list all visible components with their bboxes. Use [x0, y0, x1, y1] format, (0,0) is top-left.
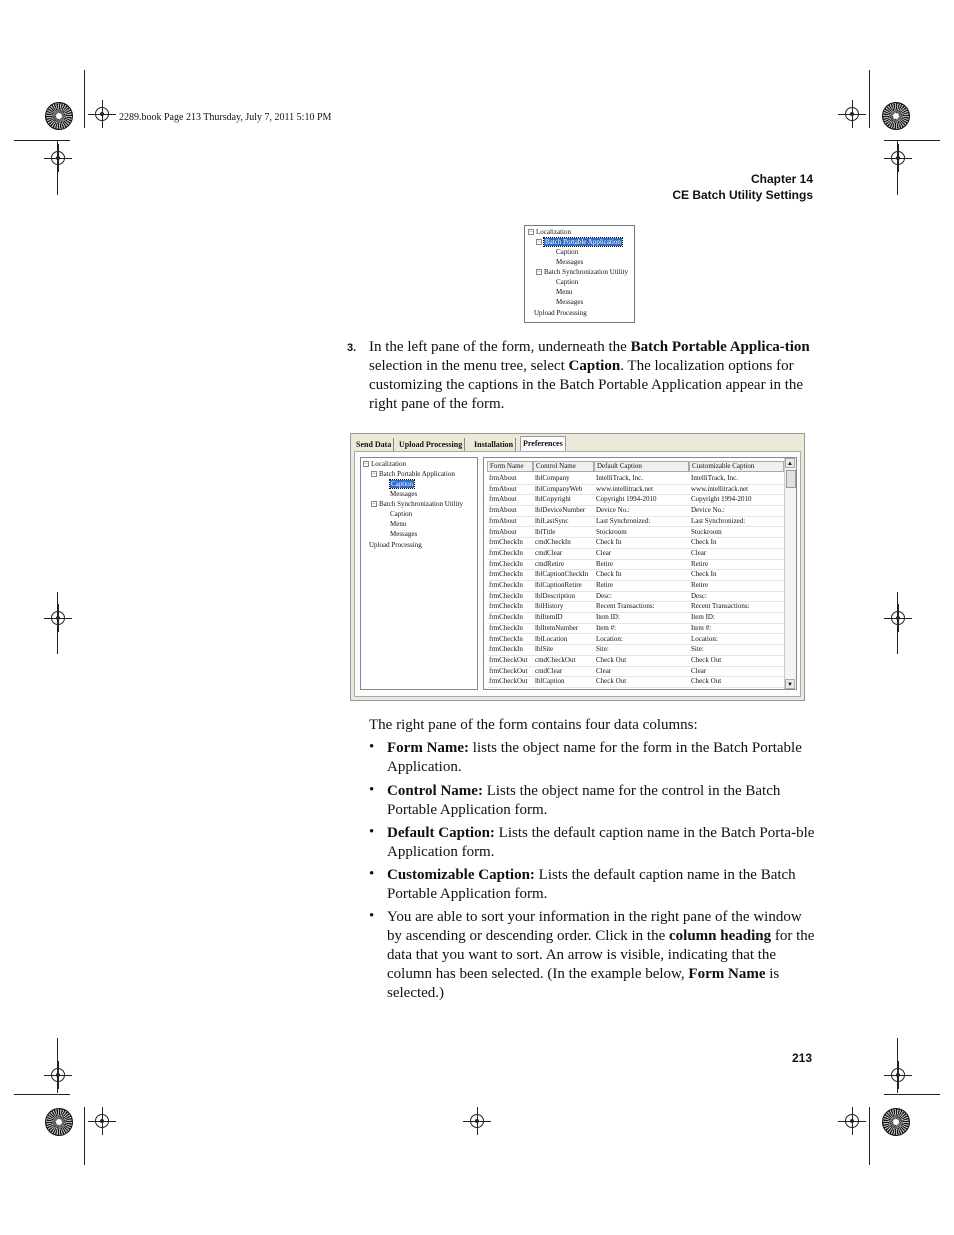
table-cell: Device No.: [596, 506, 630, 515]
table-cell: Check In [596, 538, 622, 547]
table-cell: lblLocation [535, 634, 568, 643]
collapse-icon[interactable]: − [372, 501, 376, 507]
tree-node-localization[interactable]: Localization [371, 460, 406, 468]
table-cell[interactable]: Retire [691, 559, 709, 568]
table-cell[interactable]: Site: [691, 645, 704, 654]
table-cell[interactable]: Check In [691, 538, 717, 547]
crop-mark [884, 140, 940, 141]
tree-node-upload-processing[interactable]: Upload Processing [369, 541, 422, 549]
collapse-icon[interactable]: − [529, 229, 533, 235]
registration-target [95, 107, 109, 121]
table-cell[interactable]: Retire [691, 581, 709, 589]
table-cell: Check Out [596, 677, 627, 686]
table-cell: frmCheckIn [489, 570, 523, 579]
table-cell: lblCaptionRetire [535, 581, 582, 589]
table-cell[interactable]: Item ID: [691, 613, 715, 622]
print-slug: 2289.book Page 213 Thursday, July 7, 2011 5:10 PM [119, 112, 332, 123]
table-cell: lblItemID [535, 613, 563, 622]
registration-rosette [882, 1108, 910, 1136]
page-number: 213 [792, 1051, 813, 1065]
collapse-icon[interactable]: − [537, 269, 541, 275]
vertical-scrollbar[interactable] [784, 458, 796, 689]
tree-node-menu[interactable]: Menu [390, 520, 407, 528]
table-cell: cmdCheckIn [535, 538, 571, 547]
table-cell: lblCompany [535, 474, 570, 482]
menu-tree-pane [360, 457, 478, 690]
table-cell[interactable]: Copyright 1994-2010 [691, 495, 752, 504]
crop-mark [84, 1107, 85, 1165]
bullet-marker: • [369, 782, 375, 798]
bullet-marker: • [369, 739, 375, 755]
tree-node-batch-portable-application[interactable]: Batch Portable Application [545, 238, 621, 246]
registration-rosette [882, 102, 910, 130]
table-cell: frmAbout [489, 484, 517, 493]
tree-node-messages[interactable]: Messages [556, 258, 584, 266]
table-cell: lblCaptionCheckIn [535, 570, 589, 579]
crop-mark [14, 1094, 70, 1095]
tree-node-upload-processing[interactable]: Upload Processing [534, 309, 587, 317]
table-cell: www.intellitrack.net [596, 484, 654, 493]
registration-target [891, 611, 905, 625]
table-cell: lblDeviceNumber [535, 506, 586, 515]
tree-node-messages[interactable]: Messages [556, 298, 584, 306]
tree-node-batch-synchronization-utility[interactable]: Batch Synchronization Utility [379, 500, 463, 508]
table-cell: lblItemNumber [535, 623, 579, 632]
crop-mark [869, 70, 870, 128]
table-cell: frmAbout [489, 474, 517, 482]
table-cell: frmAbout [489, 506, 517, 515]
tree-node-caption[interactable]: Caption [556, 248, 579, 256]
localization-tree-figure [524, 225, 635, 323]
crop-mark [57, 140, 58, 195]
collapse-icon[interactable]: − [537, 239, 541, 245]
table-cell: lblDescription [535, 591, 576, 600]
table-cell: frmCheckIn [489, 645, 523, 654]
registration-target [470, 1114, 484, 1128]
chapter-label: Chapter 14 [750, 172, 813, 186]
table-cell: lblCopyright [535, 495, 571, 504]
table-cell[interactable]: Check Out [691, 655, 722, 664]
step-number: 3. [347, 342, 357, 354]
tree-node-caption[interactable]: Caption [390, 510, 413, 518]
columns-intro: The right pane of the form contains four data columns: [369, 717, 698, 733]
table-cell[interactable]: Stockroom [691, 527, 722, 536]
crop-mark [884, 1094, 940, 1095]
table-cell[interactable]: Check In [691, 570, 717, 579]
crop-mark [897, 140, 898, 195]
bullet-sorting: You are able to sort your information in the right pane of the window by ascending or descending order. Click in the column heading for the data that you want to sort. An arrow is visible, indicating that the column has been selected. (In the example below, Form Name is selected.) [387, 909, 815, 1001]
table-cell: frmCheckIn [489, 613, 523, 622]
tree-node-caption-selected[interactable]: Caption [391, 480, 414, 488]
table-cell: cmdCheckOut [535, 655, 576, 664]
table-cell: frmAbout [489, 495, 517, 504]
table-cell: Recent Transactions: [596, 602, 655, 611]
table-cell: frmCheckIn [489, 591, 523, 600]
column-header-control-name[interactable]: Control Name [533, 461, 594, 472]
table-cell: lblCompanyWeb [535, 484, 583, 493]
crop-mark [869, 1107, 870, 1165]
table-cell: Site: [596, 645, 609, 654]
tree-node-menu[interactable]: Menu [556, 288, 573, 296]
scroll-up-icon[interactable]: ▲ [785, 458, 795, 468]
collapse-icon[interactable]: − [364, 461, 368, 467]
table-cell: lblSite [535, 645, 554, 654]
table-cell: cmdClear [535, 666, 563, 675]
column-header-form-name[interactable]: Form Name [487, 461, 533, 472]
tab-upload-processing[interactable]: Upload Processing [397, 438, 465, 451]
table-cell[interactable]: Clear [691, 666, 707, 675]
table-cell[interactable]: Last Synchronized: [691, 516, 746, 525]
table-cell: lblLastSync [535, 516, 569, 525]
step-3-paragraph: In the left pane of the form, underneath the Batch Portable Applica-tion selection in the menu tree, select Caption. The localization options for customizing the captions in the Batch Portable Application appear in the right pane of the form. [369, 339, 810, 412]
table-cell: lblHistory [535, 602, 564, 611]
crop-mark [84, 70, 85, 128]
tab-send-data[interactable]: Send Data [354, 438, 394, 451]
table-cell[interactable]: Desc: [691, 591, 707, 600]
bullet-default-caption: Default Caption: Lists the default caption name in the Batch Porta-ble Application form. [387, 825, 815, 860]
table-cell[interactable]: www.intellitrack.net [691, 484, 749, 493]
tree-node-batch-synchronization-utility[interactable]: Batch Synchronization Utility [544, 268, 628, 276]
tree-node-localization[interactable]: Localization [536, 228, 571, 236]
table-cell: lblCaption [535, 677, 565, 686]
table-cell: Stockroom [596, 527, 627, 536]
table-cell: Last Synchronized: [596, 516, 651, 525]
crop-mark [897, 1038, 898, 1093]
table-cell[interactable]: Item #: [691, 623, 712, 632]
table-cell: Retire [596, 581, 614, 589]
tree-node-messages[interactable]: Messages [390, 490, 418, 498]
section-title: CE Batch Utility Settings [672, 188, 813, 202]
table-cell: Desc: [596, 591, 612, 600]
registration-target [845, 107, 859, 121]
table-cell: Copyright 1994-2010 [596, 495, 657, 504]
table-cell: frmAbout [489, 516, 517, 525]
table-cell: IntelliTrack, Inc. [596, 474, 643, 482]
registration-target [51, 151, 65, 165]
registration-target [891, 151, 905, 165]
bullet-marker: • [369, 908, 375, 924]
crop-mark [57, 1038, 58, 1093]
crop-mark [897, 592, 898, 654]
table-cell: frmCheckIn [489, 602, 523, 611]
table-cell: Retire [596, 559, 614, 568]
table-cell: frmCheckIn [489, 634, 523, 643]
table-cell[interactable]: Check Out [691, 677, 722, 686]
table-cell[interactable]: Recent Transactions: [691, 602, 750, 611]
collapse-icon[interactable]: − [372, 471, 376, 477]
table-cell: frmCheckOut [489, 677, 528, 686]
table-cell: Clear [596, 666, 612, 675]
table-cell: Clear [596, 548, 612, 557]
crop-mark [14, 140, 70, 141]
table-cell: cmdRetire [535, 559, 565, 568]
bullet-customizable-caption: Customizable Caption: Lists the default caption name in the Batch Portable Application form. [387, 867, 796, 902]
table-cell: frmCheckIn [489, 538, 523, 547]
tree-node-batch-portable-application[interactable]: Batch Portable Application [379, 470, 455, 478]
table-cell: frmAbout [489, 527, 517, 536]
table-cell: frmCheckOut [489, 666, 528, 675]
table-cell: Item ID: [596, 613, 620, 622]
table-cell[interactable]: IntelliTrack, Inc. [691, 474, 738, 482]
crop-mark [57, 592, 58, 654]
table-cell: Item #: [596, 623, 617, 632]
table-cell: frmCheckIn [489, 548, 523, 557]
registration-rosette [45, 102, 73, 130]
table-cell[interactable]: Location: [691, 634, 718, 643]
scroll-down-icon[interactable]: ▼ [785, 679, 795, 689]
scroll-thumb[interactable] [786, 470, 796, 488]
registration-target [845, 1114, 859, 1128]
tab-preferences[interactable]: Preferences [520, 436, 566, 452]
table-cell: frmCheckIn [489, 623, 523, 632]
tree-node-messages[interactable]: Messages [390, 530, 418, 538]
column-header-default-caption[interactable]: Default Caption [594, 461, 689, 472]
registration-target [95, 1114, 109, 1128]
table-cell[interactable]: Device No.: [691, 506, 725, 515]
table-cell: cmdClear [535, 548, 563, 557]
bullet-form-name: Form Name: lists the object name for the form in the Batch Portable Application. [387, 740, 802, 775]
column-header-customizable-caption[interactable]: Customizable Caption [689, 461, 784, 472]
bullet-marker: • [369, 824, 375, 840]
table-cell: frmCheckIn [489, 559, 523, 568]
table-cell[interactable]: Clear [691, 548, 707, 557]
table-cell: Check Out [596, 655, 627, 664]
tab-installation[interactable]: Installation [472, 438, 516, 451]
preferences-panel [354, 451, 801, 697]
table-cell: lblTitle [535, 527, 556, 536]
preferences-form-figure [350, 433, 805, 701]
registration-target [891, 1068, 905, 1082]
table-cell: frmCheckIn [489, 581, 523, 589]
registration-target [51, 611, 65, 625]
tree-node-caption[interactable]: Caption [556, 278, 579, 286]
registration-target [51, 1068, 65, 1082]
table-cell: Check In [596, 570, 622, 579]
bullet-marker: • [369, 866, 375, 882]
table-cell: Location: [596, 634, 623, 643]
table-cell: frmCheckOut [489, 655, 528, 664]
bullet-control-name: Control Name: Lists the object name for the control in the Batch Portable Application form. [387, 783, 781, 818]
caption-grid [483, 457, 797, 690]
table-row[interactable] [487, 676, 784, 688]
registration-rosette [45, 1108, 73, 1136]
